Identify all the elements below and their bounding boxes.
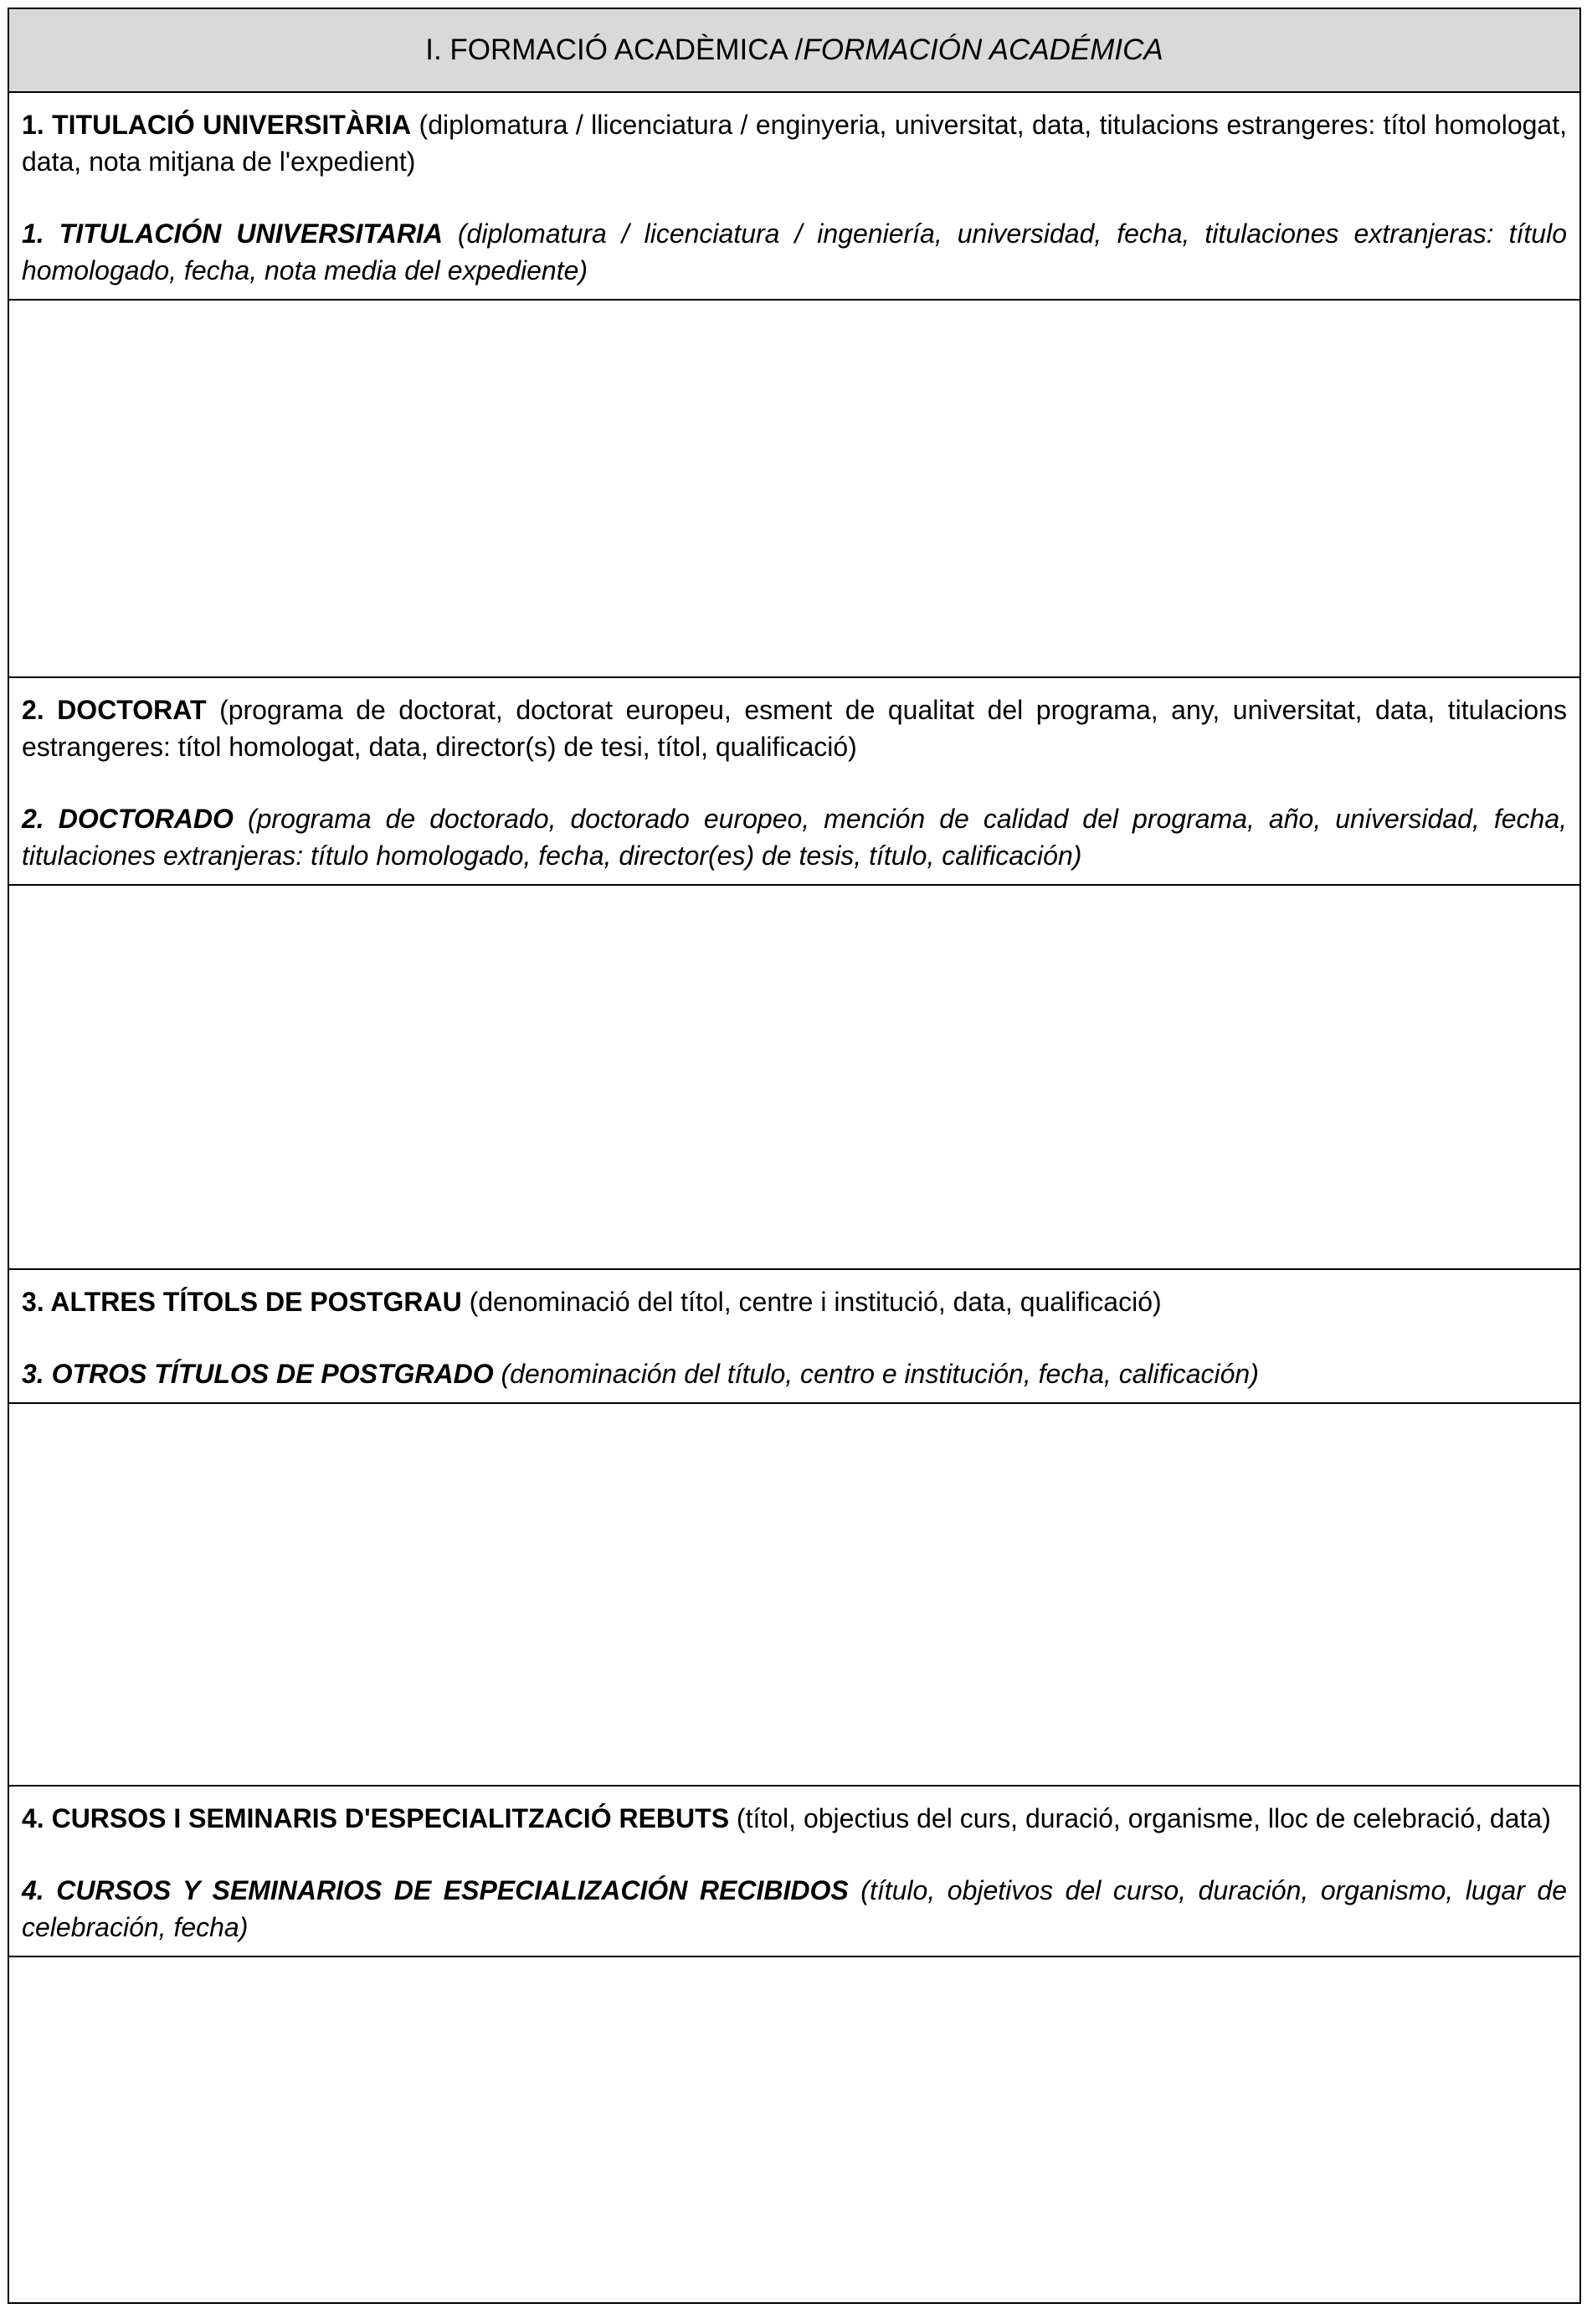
question-title-spanish: 1. TITULACIÓN UNIVERSITARIA <box>22 219 443 249</box>
question-doctorate <box>9 676 1579 884</box>
question-text-catalan <box>22 1283 1567 1320</box>
question-text-catalan <box>22 692 1567 765</box>
question-detail-spanish: (denominación del título, centro e institución, fecha, calificación) <box>493 1359 1259 1389</box>
question-detail-catalan: (denominació del títol, centre i institució, data, qualificació) <box>461 1287 1162 1317</box>
answer-field-other-postgraduate-degrees[interactable] <box>9 1402 1579 1785</box>
question-title-spanish: 2. DOCTORADO <box>22 804 234 834</box>
question-university-degree <box>9 91 1579 299</box>
answer-field-specialization-courses[interactable] <box>9 1956 1579 2302</box>
question-title-catalan: 4. CURSOS I SEMINARIS D'ESPECIALITZACIÓ REBUTS <box>22 1803 730 1833</box>
answer-field-university-degree[interactable] <box>9 299 1579 676</box>
question-text-catalan <box>22 106 1567 180</box>
question-title-spanish: 3. OTROS TÍTULOS DE POSTGRADO <box>22 1359 494 1389</box>
question-detail-catalan: (programa de doctorat, doctorat europeu, esment de qualitat del programa, any, universitat, data, titulacions estrangeres: títol homologat, data, director(s) de tesi, títol, qualificació) <box>22 695 1568 762</box>
question-title-catalan: 1. TITULACIÓ UNIVERSITÀRIA <box>22 110 412 140</box>
question-detail-spanish: (título, objetivos del curso, duración, organismo, lugar de celebración, fecha) <box>22 1875 1568 1942</box>
question-text-spanish <box>22 1872 1567 1946</box>
question-text-catalan <box>22 1800 1567 1837</box>
question-text-spanish <box>22 800 1567 874</box>
question-detail-catalan: (títol, objectius del curs, duració, organisme, lloc de celebració, data) <box>729 1803 1551 1833</box>
question-text-spanish <box>22 1355 1567 1392</box>
question-detail-catalan: (diplomatura / llicenciatura / enginyeria, universitat, data, titulacions estrangeres: títol homologat, data, nota mitjana de l'expedient) <box>22 110 1568 177</box>
section-title-spanish: FORMACIÓN ACADÉMICA <box>803 33 1163 66</box>
question-detail-spanish: (programa de doctorado, doctorado europeo, mención de calidad del programa, año, universidad, fecha, titulaciones extranjeras: título homologado, fecha, director(es) de tesis, título, calificación) <box>22 804 1568 871</box>
question-title-catalan: 2. DOCTORAT <box>22 695 207 725</box>
question-other-postgraduate-degrees <box>9 1268 1579 1402</box>
answer-field-doctorate[interactable] <box>9 884 1579 1268</box>
question-title-spanish: 4. CURSOS Y SEMINARIOS DE ESPECIALIZACIÓN RECIBIDOS <box>22 1875 849 1905</box>
section-header <box>9 9 1579 91</box>
question-text-spanish <box>22 215 1567 289</box>
question-title-catalan: 3. ALTRES TÍTOLS DE POSTGRAU <box>22 1287 462 1317</box>
question-specialization-courses <box>9 1785 1579 1956</box>
section-title-catalan: I. FORMACIÓ ACADÈMICA / <box>425 33 804 66</box>
academic-training-form <box>8 8 1581 2304</box>
question-detail-spanish: (diplomatura / licenciatura / ingeniería, universidad, fecha, titulaciones extranjeras: título homologado, fecha, nota media del expediente) <box>22 219 1567 285</box>
